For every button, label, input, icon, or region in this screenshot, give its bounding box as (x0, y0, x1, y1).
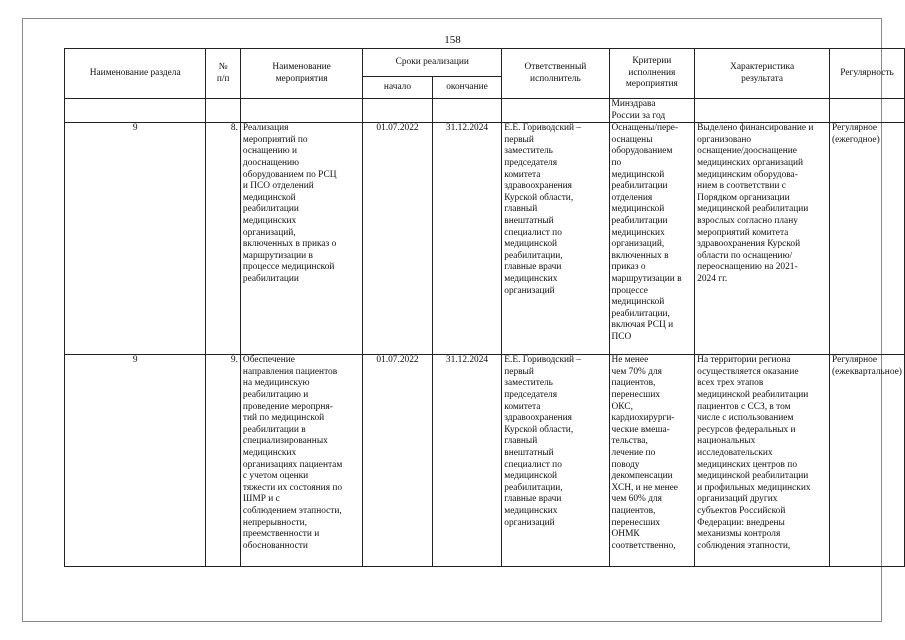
executor-cell: Е.Е. Гориводский – первый заместитель председателя комитета здравоохранения Курской области, главный внештатный специалист по медицинской реабилитации, главные врачи медицинских организаций (502, 123, 609, 355)
header-row (65, 49, 905, 77)
table-cell (206, 99, 241, 123)
header-measure: Наименование мероприятия (240, 49, 362, 99)
regularity-cell: Регулярное (ежеквартальное) (830, 355, 905, 567)
end-date-cell: 31.12.2024 (432, 355, 502, 567)
start-date-cell: 01.07.2022 (363, 123, 433, 355)
criteria-cell: Минздрава России за год (609, 99, 695, 123)
header-end: окончание (432, 77, 502, 99)
continuation-row (65, 99, 905, 123)
table-cell (363, 99, 433, 123)
criteria-cell: Не менее чем 70% для пациентов, перенесших ОКС, кардиохирурги- ческие вмеша- тельства, лечение по поводу декомпенсации ХСН, и не менее чем 60% для пациентов, перенесших ОНМК соответственно, (609, 355, 695, 567)
end-date-cell: 31.12.2024 (432, 123, 502, 355)
header-executor: Ответственный исполнитель (502, 49, 609, 99)
table-cell (240, 99, 362, 123)
table-cell (432, 99, 502, 123)
section-cell: 9 (65, 355, 206, 567)
header-terms: Сроки реализации (363, 49, 502, 77)
criteria-cell: Оснащены/пере- оснащены оборудованием по медицинской реабилитации отделения медицинской реабилитации медицинских организаций, включенных в приказ о маршрутизации в процессе медицинской реабилитации, включая РСЦ и ПСО (609, 123, 695, 355)
start-date-cell: 01.07.2022 (363, 355, 433, 567)
action-plan-table (64, 48, 905, 567)
regularity-cell: Регулярное (ежегодное) (830, 123, 905, 355)
page-number: 158 (444, 34, 461, 46)
header-criteria: Критерии исполнения мероприятия (609, 49, 695, 99)
table-row (65, 123, 905, 355)
header-num: № п/п (206, 49, 241, 99)
header-section: Наименование раздела (65, 49, 206, 99)
num-cell: 9. (206, 355, 241, 567)
measure-cell: Реализация мероприятий по оснащению и дооснащению оборудованием по РСЦ и ПСО отделений медицинской реабилитации медицинских организаций, включенных в приказ о маршрутизации в процессе медицинской реабилитации (240, 123, 362, 355)
table-cell (830, 99, 905, 123)
result-cell: Выделено финансирование и организовано оснащение/дооснащение медицинских организаций медицинским оборудова- нием в соответствии с Порядком организации медицинской реабилитации взрослых согласно плану мероприятий комитета здравоохранения Курской области по оснащению/ переоснащению на 2021- 2024 гг. (695, 123, 830, 355)
executor-cell: Е.Е. Гориводский – первый заместитель председателя комитета здравоохранения Курской области, главный внештатный специалист по медицинской реабилитации, главные врачи медицинских организаций (502, 355, 609, 567)
header-result: Характеристика результата (695, 49, 830, 99)
table-cell (502, 99, 609, 123)
header-regularity: Регулярность (830, 49, 905, 99)
measure-cell: Обеспечение направления пациентов на медицинскую реабилитацию и проведение меропрня- тий по медицинской реабилитации в специализированных медицинских организациях пациентам с учетом оценки тяжести их состояния по ШМР и с соблюдением этапности, непрерывности, преемственности и обоснованности (240, 355, 362, 567)
table-cell (695, 99, 830, 123)
table-row (65, 355, 905, 567)
header-start: начало (363, 77, 433, 99)
section-cell: 9 (65, 123, 206, 355)
result-cell: На территории региона осуществляется оказание всех трех этапов медицинской реабилитации пациентов с ССЗ, в том числе с использованием ресурсов федеральных и национальных исследовательских медицинских центров по медицинской реабилитации и профильных медицинских организаций других субъектов Российской Федерации: внедрены механизмы контроля соблюдения этапности, (695, 355, 830, 567)
num-cell: 8. (206, 123, 241, 355)
table-cell (65, 99, 206, 123)
